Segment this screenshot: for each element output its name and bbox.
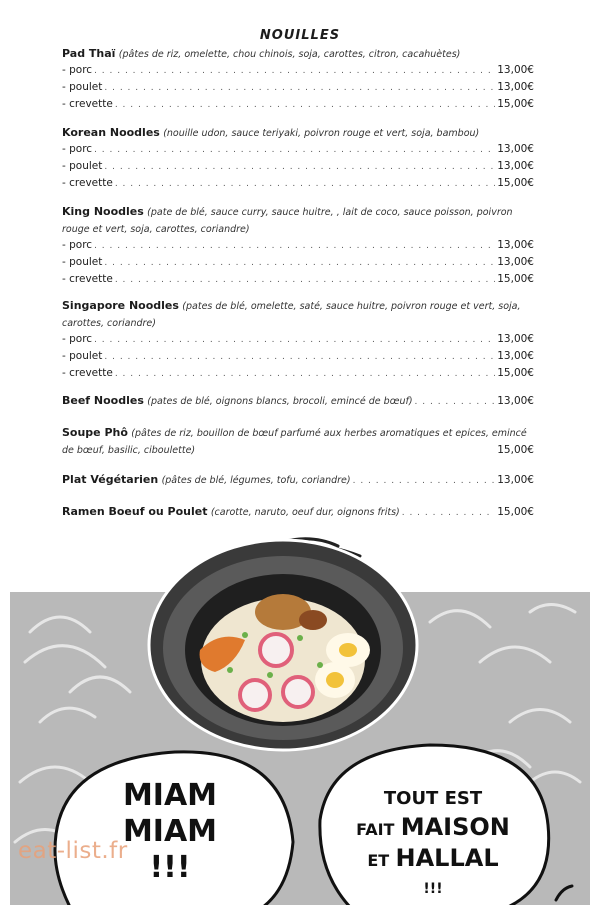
option-price: 15,00€ <box>497 366 534 379</box>
menu-item-king-noodles <box>62 204 534 288</box>
option-label: - porc <box>62 64 93 76</box>
dot-leader <box>104 160 495 176</box>
option-label: - poulet <box>62 349 103 362</box>
price-row <box>62 80 534 97</box>
dot-leader <box>115 273 495 289</box>
item-name: Plat Végétarien <box>62 473 159 486</box>
option-label: - poulet <box>62 159 103 172</box>
item-header <box>62 204 534 238</box>
option-price: 13,00€ <box>497 80 534 93</box>
menu-item-singapore-noodles <box>62 298 534 382</box>
dot-leader <box>115 367 495 383</box>
menu-item-plat-vegetarien <box>62 472 534 489</box>
option-price: 13,00€ <box>497 159 534 172</box>
dot-leader <box>115 98 495 114</box>
option-label: - crevette <box>62 272 113 285</box>
price-row <box>62 366 534 383</box>
item-header <box>62 46 534 63</box>
item-description: (pates de blé, oignons blancs, brocoli, emincé de bœuf) <box>147 396 413 407</box>
option-price: 15,00€ <box>497 97 534 110</box>
bubble-line: TOUT EST <box>383 788 483 809</box>
price-row <box>62 176 534 193</box>
price-row <box>62 238 534 255</box>
dot-leader <box>104 81 495 97</box>
option-label: - crevette <box>62 176 113 189</box>
bubble-word: ET <box>367 851 390 870</box>
item-description: (carotte, naruto, oeuf dur, oignons frits) <box>210 507 400 518</box>
option-price: 13,00€ <box>497 64 534 76</box>
option-price: 13,00€ <box>497 255 534 268</box>
item-header <box>62 125 534 142</box>
option-price: 13,00€ <box>497 333 534 345</box>
dot-leader <box>402 505 496 521</box>
menu-item-ramen <box>62 504 534 521</box>
item-price: 13,00€ <box>497 395 534 407</box>
price-row <box>62 255 534 272</box>
item-description: (pates de blé, omelette, saté, sauce huitre, poivron rouge et vert, soja, carottes, coriandre) <box>62 301 521 329</box>
item-price: 15,00€ <box>497 506 534 518</box>
bubble-maison <box>328 785 538 903</box>
item-header <box>62 298 534 332</box>
item-description: (pate de blé, sauce curry, sauce huitre, , lait de coco, sauce poisson, poivron rouge et vert, soja, carottes, coriandre) <box>62 207 513 235</box>
price-row <box>62 142 534 159</box>
option-label: - porc <box>62 143 93 155</box>
dot-leader <box>104 350 495 366</box>
dot-leader <box>353 473 496 489</box>
item-price: 13,00€ <box>497 474 534 486</box>
item-name: King Noodles <box>62 205 144 218</box>
option-label: - poulet <box>62 80 103 93</box>
item-price: 15,00€ <box>497 444 534 456</box>
item-description: (pâtes de riz, omelette, chou chinois, soja, carottes, citron, cacahuètes) <box>118 49 461 60</box>
menu-item-pad-thai <box>62 46 534 113</box>
option-price: 13,00€ <box>497 143 534 155</box>
bubble-line: MIAM <box>122 814 218 849</box>
option-label: - crevette <box>62 97 113 110</box>
price-row <box>62 332 534 349</box>
dot-leader <box>104 256 495 272</box>
option-label: - crevette <box>62 366 113 379</box>
option-price: 13,00€ <box>497 349 534 362</box>
menu-item-beef-noodles <box>62 393 534 410</box>
dot-leader <box>115 177 495 193</box>
bubble-line: !!! <box>423 881 443 897</box>
price-row <box>62 349 534 366</box>
price-row <box>62 272 534 289</box>
bubble-word: HALLAL <box>395 844 499 872</box>
item-description: (pâtes de riz, bouillon de bœuf parfumé aux herbes aromatiques et epices, emincé de bœuf, basilic, ciboulette) <box>62 428 527 456</box>
bubble-line: MIAM <box>122 778 218 813</box>
dot-leader <box>415 394 496 410</box>
item-header <box>62 504 534 521</box>
option-price: 15,00€ <box>497 272 534 285</box>
section-title: NOUILLES <box>259 28 341 43</box>
item-name: Pad Thaï <box>62 47 116 60</box>
item-name: Korean Noodles <box>62 126 160 139</box>
item-header <box>62 393 534 410</box>
bubble-miam <box>95 778 245 886</box>
price-row <box>62 97 534 114</box>
item-name: Soupe Phô <box>62 426 128 439</box>
item-name: Singapore Noodles <box>62 299 179 312</box>
dot-leader <box>94 143 495 159</box>
item-name: Beef Noodles <box>62 394 144 407</box>
bubble-line: !!! <box>149 850 191 885</box>
item-name: Ramen Boeuf ou Poulet <box>62 505 208 518</box>
price-row <box>62 63 534 80</box>
bubble-word: FAIT <box>356 820 395 839</box>
dot-leader <box>94 64 495 80</box>
dot-leader <box>94 239 495 255</box>
option-price: 15,00€ <box>497 176 534 189</box>
menu-item-soupe-pho <box>62 425 534 460</box>
menu-item-korean-noodles <box>62 125 534 192</box>
option-label: - porc <box>62 239 93 251</box>
price-row <box>62 159 534 176</box>
item-description: (nouille udon, sauce teriyaki, poivron rouge et vert, soja, bambou) <box>163 128 480 139</box>
option-label: - poulet <box>62 255 103 268</box>
bubble-word: MAISON <box>400 813 510 841</box>
item-header <box>62 472 534 489</box>
option-label: - porc <box>62 333 93 345</box>
watermark: eat-list.fr <box>18 838 128 864</box>
item-description: (pâtes de blé, légumes, tofu, coriandre) <box>161 475 351 486</box>
option-price: 13,00€ <box>497 239 534 251</box>
dot-leader <box>94 333 495 349</box>
